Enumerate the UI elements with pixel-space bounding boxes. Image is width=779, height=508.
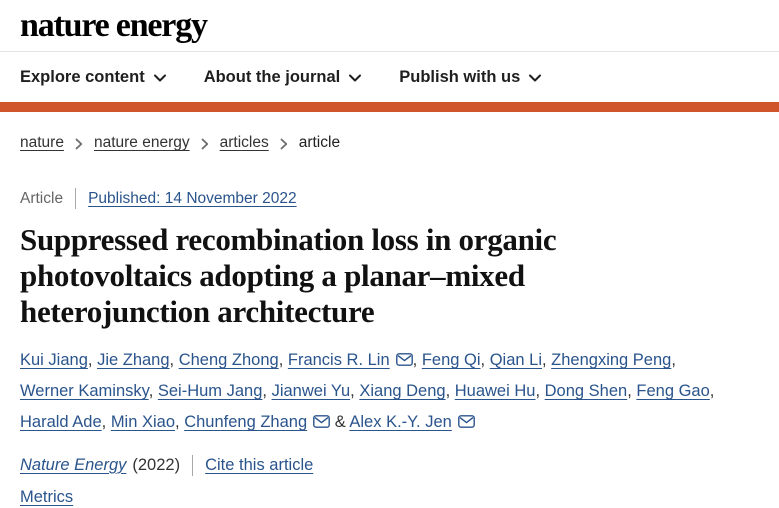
author-link[interactable]: Sei-Hum Jang (157, 382, 263, 400)
nav-item-label: Publish with us (399, 67, 521, 86)
author-link[interactable]: Werner Kaminsky (20, 382, 149, 400)
nav-item-publish-with-us[interactable] (399, 68, 541, 87)
author-separator: , (278, 351, 288, 369)
author-link[interactable]: Zhengxing Peng (551, 351, 672, 369)
article-meta-row (20, 188, 759, 209)
author-link[interactable]: Xiang Deng (359, 382, 446, 400)
author-separator: , (175, 413, 185, 431)
author-separator: , (412, 351, 422, 369)
publication-year: (2022) (132, 455, 181, 474)
journal-logo[interactable]: nature energy (20, 6, 207, 44)
author-link[interactable]: Qian Li (489, 351, 542, 369)
article-type-label: Article (20, 189, 64, 207)
author-link[interactable]: Feng Qi (421, 351, 481, 369)
chevron-right-icon (201, 137, 209, 150)
author-separator: , (541, 351, 552, 369)
author-link[interactable]: Huawei Hu (454, 382, 536, 400)
metrics-row (20, 488, 759, 507)
author-link[interactable]: Dong Shen (544, 382, 628, 400)
main-nav (0, 52, 779, 102)
nav-item-about-the-journal[interactable] (204, 68, 362, 87)
site-header (0, 0, 779, 52)
article-title: Suppressed recombination loss in organic photovoltaics adopting a planar–mixed heterojunction architecture (20, 222, 557, 329)
email-icon[interactable] (307, 413, 330, 431)
author-separator: , (262, 382, 272, 400)
brand-color-bar (0, 102, 779, 112)
chevron-right-icon (280, 137, 288, 150)
breadcrumb-item-nature-energy[interactable]: nature energy (93, 134, 190, 151)
author-separator: , (671, 351, 676, 369)
author-link[interactable]: Cheng Zhong (178, 351, 279, 369)
journal-name-link[interactable]: Nature Energy (20, 455, 127, 474)
author-separator: , (445, 382, 455, 400)
author-separator: , (148, 382, 158, 400)
author-separator: , (87, 351, 98, 369)
nav-item-label: About the journal (203, 67, 341, 86)
author-link[interactable]: Chunfeng Zhang (184, 413, 308, 431)
breadcrumb-item-articles[interactable]: articles (219, 134, 269, 151)
email-icon[interactable] (390, 351, 413, 369)
author-link[interactable]: Harald Ade (20, 413, 102, 431)
vertical-divider (192, 455, 193, 476)
author-link[interactable]: Feng Gao (636, 382, 710, 400)
chevron-down-icon (529, 72, 541, 82)
author-separator: , (169, 351, 179, 369)
author-separator: , (709, 382, 715, 400)
email-icon[interactable] (452, 413, 475, 431)
nav-item-explore-content[interactable] (20, 68, 166, 87)
citation-row (20, 455, 759, 476)
author-link[interactable]: Alex K.-Y. Jen (349, 413, 452, 431)
breadcrumb (20, 134, 759, 152)
chevron-down-icon (154, 72, 166, 82)
breadcrumb-item-article: article (298, 134, 341, 151)
chevron-down-icon (349, 72, 361, 82)
author-link[interactable]: Kui Jiang (20, 351, 88, 369)
published-date-link[interactable]: Published: 14 November 2022 (88, 189, 297, 207)
vertical-divider (75, 188, 76, 209)
author-separator: , (480, 351, 490, 369)
author-separator: & (330, 413, 350, 431)
author-separator: , (627, 382, 637, 400)
author-separator: , (101, 413, 111, 431)
author-list (20, 345, 759, 438)
author-link[interactable]: Jie Zhang (97, 351, 170, 369)
chevron-right-icon (75, 137, 83, 150)
cite-this-article-link[interactable]: Cite this article (205, 455, 314, 474)
nav-item-label: Explore content (20, 67, 145, 86)
author-link[interactable]: Min Xiao (110, 413, 176, 431)
author-link[interactable]: Francis R. Lin (287, 351, 390, 369)
author-link[interactable]: Jianwei Yu (271, 382, 351, 400)
author-separator: , (535, 382, 545, 400)
article-header (0, 134, 779, 507)
author-separator: , (350, 382, 360, 400)
breadcrumb-item-nature[interactable]: nature (20, 134, 64, 151)
metrics-link[interactable]: Metrics (20, 487, 74, 506)
